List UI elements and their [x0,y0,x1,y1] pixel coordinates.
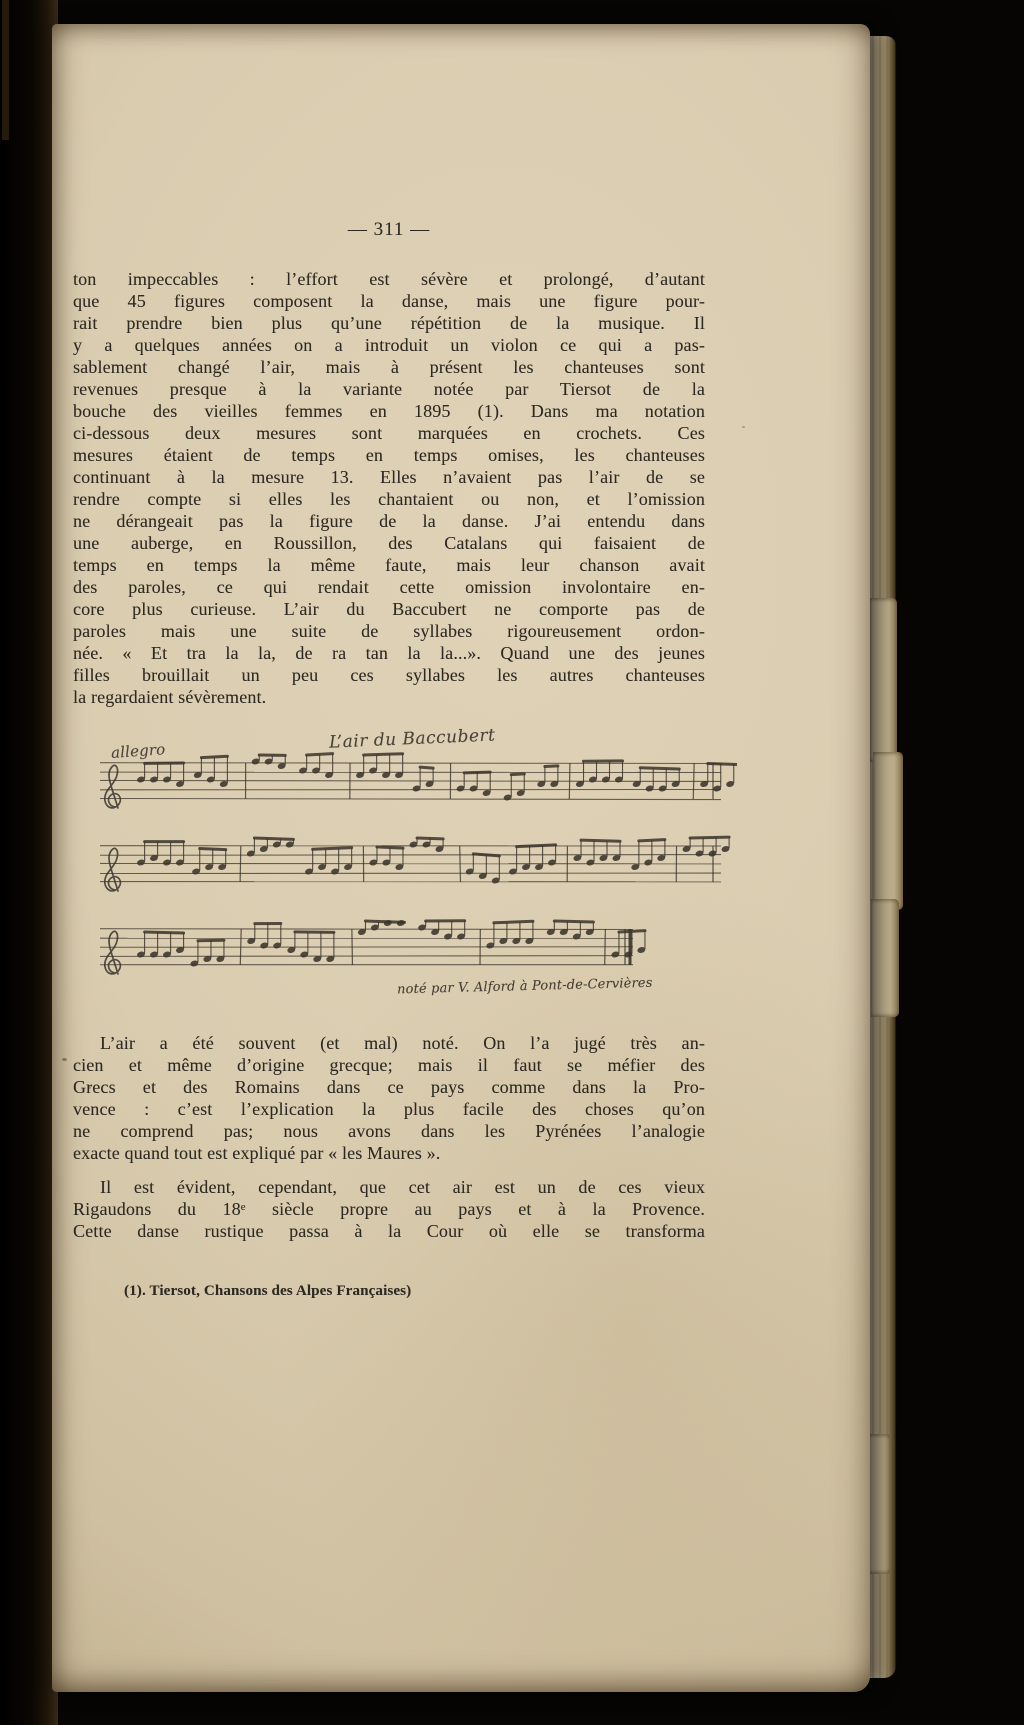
text-line: cien et même d’origine grecque; mais il faut se méfier des [73,1055,705,1075]
text-line: une auberge, en Roussillon, des Catalans qui faisaient de [73,533,705,553]
text-line: la regardaient sévèrement. [73,687,267,707]
text-line: exacte quand tout est expliqué par « les Maures ». [73,1143,441,1163]
text-line: Rigaudons du 18ᵉ siècle propre au pays et à la Provence. [73,1199,705,1219]
text-line: vence : c’est l’explication la plus facile des choses qu’on [73,1099,705,1119]
music-tempo-marking: allegro [110,740,166,762]
text-line: revenues presque à la variante notée par Tiersot de la [73,379,705,399]
text-line: des paroles, ce qui rendait cette omission involontaire en- [73,577,705,597]
page-edge-step [868,1434,891,1574]
text-line: rendre compte si elles les chantaient ou non, et l’omission [73,489,705,509]
page-number: — 311 — [347,219,431,240]
text-line: L’air a été souvent (et mal) noté. On l’a jugé très an- [100,1033,705,1053]
book-binding-shadow [0,0,58,1725]
music-staff-1 [97,751,737,821]
text-line: ci-dessous deux mesures sont marquées en crochets. Ces [73,423,705,443]
paragraph-1 [73,268,705,708]
text-line: continuant à la mesure 13. Elles n’avaient pas l’air de se [73,467,705,487]
text-line: née. « Et tra la la, de ra tan la la...». Quand une des jeunes [73,643,705,663]
music-title: L’air du Baccubert [328,725,496,753]
text-line: que 45 figures composent la danse, mais une figure pour- [73,291,705,311]
text-line: Il est évident, cependant, que cet air est un de ces vieux [100,1177,705,1197]
text-line: rait prendre bien plus qu’une répétition de la musique. Il [73,313,705,333]
footnote: (1). Tiersot, Chansons des Alpes Françaises) [124,1283,412,1299]
text-line: paroles mais une suite de syllabes rigoureusement ordon- [73,621,705,641]
text-line: ne comprend pas; nous avons dans les Pyrénées l’analogie [73,1121,705,1141]
text-line: Grecs et des Romains dans ce pays comme dans la Pro- [73,1077,705,1097]
music-staff-2 [97,834,737,904]
page-edge-step [870,598,897,762]
page-edge-step [873,752,903,910]
text-line: ne dérangeait pas la figure de la danse. J’ai entendu dans [73,511,705,531]
book-page [52,24,870,1692]
music-figure [97,724,741,1024]
text-line: ton impeccables : l’effort est sévère et prolongé, d’autant [73,269,705,289]
text-line: bouche des vieilles femmes en 1895 (1). Dans ma notation [73,401,705,421]
text-line: y a quelques années on a introduit un violon ce qui a pas- [73,335,705,355]
text-line: temps en temps la même faute, mais leur chanson avait [73,555,705,575]
paragraph-2 [73,1032,705,1164]
paragraph-3 [73,1176,705,1242]
text-line: sablement changé l’air, mais à présent les chanteuses sont [73,357,705,377]
spine-highlight [2,0,9,140]
text-line: filles brouillait un peu ces syllabes les autres chanteuses [73,665,705,685]
text-line: Cette danse rustique passa à la Cour où elle se transforma [73,1221,705,1241]
music-credit: noté par V. Alford à Pont-de-Cervières [396,975,653,998]
paper-speck [742,426,745,428]
page-edge-step [871,899,899,1017]
text-line: mesures étaient de temps en temps omises, les chanteuses [73,445,705,465]
paper-speck [62,1058,67,1061]
text-line: core plus curieuse. L’air du Baccubert ne comporte pas de [73,599,705,619]
